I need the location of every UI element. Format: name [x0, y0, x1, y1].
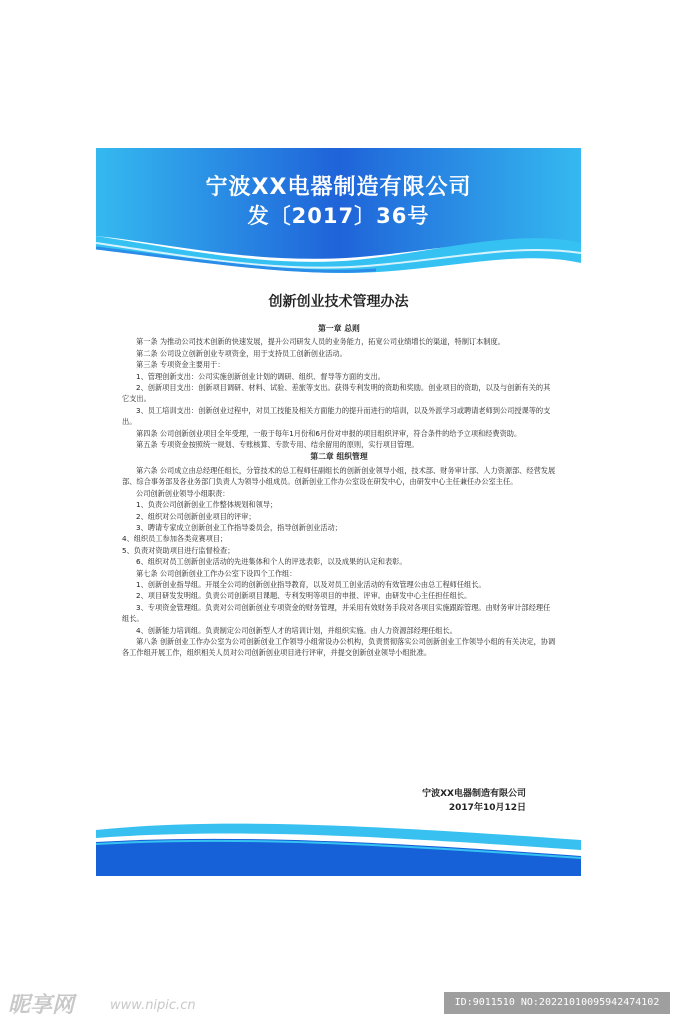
- document-title: 创新创业技术管理办法: [268, 294, 409, 310]
- article-paragraph: 第七条 公司创新创业工作办公室下设四个工作组：: [136, 568, 297, 578]
- watermark-url: www.nipic.cn: [110, 998, 196, 1013]
- chapter-heading: 第二章 组织管理: [310, 452, 368, 462]
- list-item: 2、组织对公司创新创业项目的评审；: [136, 511, 256, 521]
- footer-wave-background: [96, 818, 581, 876]
- article-paragraph: 第二条 公司设立创新创业专项资金，用于支持员工创新创业活动。: [136, 348, 347, 358]
- list-item: 1、创新创业指导组。开展全公司的创新创业指导教育，以及对员工创业活动的有效管理公由总工程师任组长。: [136, 579, 486, 589]
- chapter-heading: 第一章 总则: [318, 324, 360, 333]
- article-paragraph: 第六条 公司成立由总经理任组长，分管技术的总工程师任副组长的创新创业领导小组，技术部、财务审计部、人力资源部、经营发展部、综合事务部及各业务部门负责人为领导小组成员。创新创业工作办公室设在研发中心，由研发中心主任兼任办公室主任。: [122, 465, 556, 487]
- list-item: 3、聘请专家成立创新创业工作指导委员会，指导创新创业活动；: [136, 522, 342, 532]
- article-paragraph: 第八条 创新创业工作办公室为公司创新创业工作领导小组常设办公机构，负责贯彻落实公司创新创业工作领导小组的有关决定，协调各工作组开展工作，组织相关人员对公司创新创业项目进行评审，并提交创新创业领导小组批准。: [122, 636, 556, 658]
- list-item: 4、创新能力培训组。负责制定公司创新型人才的培训计划，并组织实施。由人力资源部经理任组长。: [136, 625, 457, 635]
- article-paragraph: 第四条 公司创新创业项目全年受理，一般于每年1月份和6月份对申报的项目组织评审，符合条件的给予立项和经费资助。: [136, 428, 522, 438]
- list-item: 2、项目研发发明组。负责公司创新项目课题、专利发明等项目的申报、评审。由研发中心主任担任组长。: [136, 591, 472, 601]
- article-paragraph: 第五条 专项资金按照统一规划、专账核算、专款专用、结余留用的原则，实行项目管理。: [136, 440, 419, 450]
- list-item: 3、专项资金管理组。负责对公司创新创业专项资金的财务管理，并采用有效财务手段对各项目实施跟踪管理。由财务审计部经理任组长。: [122, 602, 551, 624]
- list-item: 6、组织对员工创新创业活动的先进集体和个人的评选表彰，以及成果的认定和表彰。: [136, 557, 407, 567]
- image-id-label: ID:9011510 NO:20221010095942474102: [444, 992, 670, 1014]
- article-paragraph: 公司创新创业领导小组职责：: [136, 488, 230, 498]
- watermark-logo: 昵享网: [8, 993, 75, 1018]
- list-item: 1、管理创新支出：公司实施创新创业计划的调研、组织、督导等方面的支出。: [136, 371, 385, 381]
- notice-poster: [96, 148, 581, 876]
- document-body: [122, 322, 556, 659]
- signature-date: 2017年10月12日: [448, 803, 526, 813]
- list-item: 2、创新项目支出：创新项目调研、材料、试验、差旅等支出。获得专利发明的资助和奖励。创业项目的资助，以及与创新有关的其它支出。: [122, 383, 551, 404]
- company-title: 宁波XX电器制造有限公司: [205, 175, 472, 200]
- list-item: 1、负责公司创新创业工作整体规划和领导；: [136, 500, 278, 510]
- list-item: 3、员工培训支出：创新创业过程中，对员工技能及相关方面能力的提升而进行的培训，以及外派学习或聘请老师到公司授课等的支出。: [122, 405, 551, 427]
- list-item: 4、组织员工参加各类竞赛项目；: [122, 534, 228, 544]
- signature-company: 宁波XX电器制造有限公司: [422, 789, 526, 799]
- list-item: 5、负责对资助项目进行监督检查；: [122, 545, 235, 555]
- article-paragraph: 第三条 专项资金主要用于：: [136, 360, 225, 370]
- document-number: 发〔2017〕36号: [247, 204, 430, 228]
- article-paragraph: 第一条 为推动公司技术创新的快速发展，提升公司研发人员的业务能力，拓宽公司业绩增长的渠道，特制订本制度。: [136, 337, 505, 347]
